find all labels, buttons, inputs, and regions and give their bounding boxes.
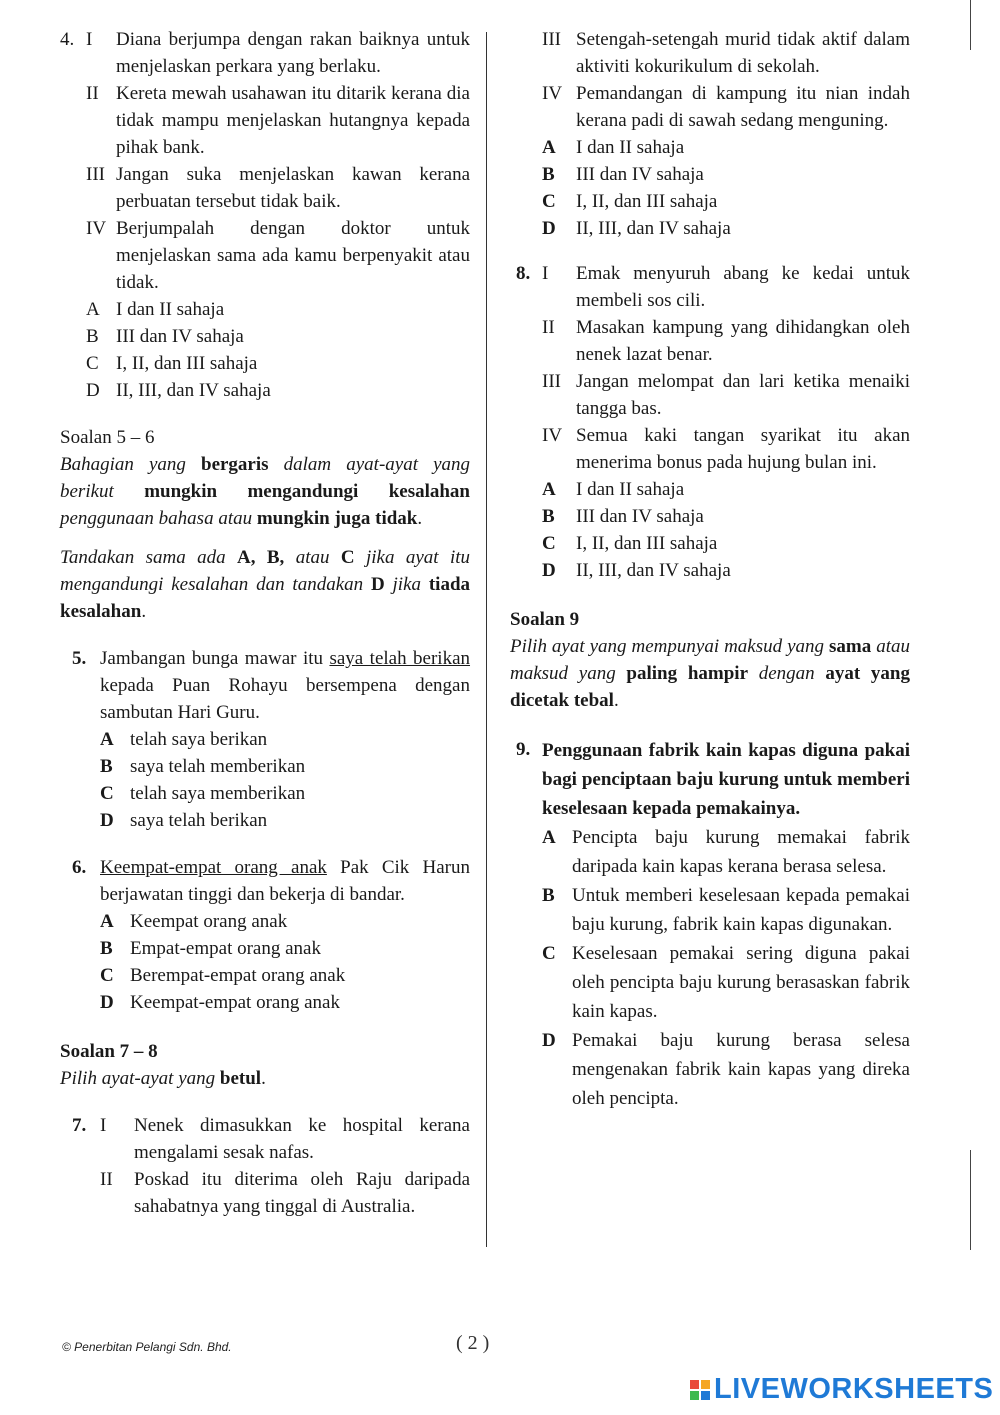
section-instruction: Tandakan sama ada A, B, atau C jika ayat itu mengandungi kesalahan dan tandakan D jika tiada kesalahan. [60, 547, 471, 622]
option-d[interactable]: D Pemakai baju kurung berasa selesa mengenakan fabrik kain kapas yang direka oleh pencipta. [542, 1030, 910, 1109]
option-c[interactable]: C I, II, dan III sahaja [542, 533, 718, 554]
statement: IV Semua kaki tangan syarikat itu akan menerima bonus pada hujung bulan ini. [542, 425, 910, 473]
statement: II Kereta mewah usahawan itu ditarik kerana dia tidak mampu menjelaskan hutangnya kepada pihak bank. [86, 83, 470, 158]
question-4 [60, 26, 470, 404]
page-number: ( 2 ) [456, 1332, 490, 1354]
section-instruction: Pilih ayat-ayat yang betul. [60, 1068, 266, 1089]
option-c[interactable]: C I, II, dan III sahaja [86, 353, 258, 374]
option-b[interactable]: B saya telah memberikan [100, 756, 306, 777]
question-7: 7. I Nenek dimasukkan ke hospital kerana mengalami sesak nafas. II Poskad itu diterima oleh Raju daripada sahabatnya yang tinggal di Australia. [72, 1112, 470, 1220]
brand-text-worksheets: WORKSHEETS [780, 1373, 994, 1405]
option-a[interactable]: A Pencipta baju kurung memakai fabrik daripada kain kapas kerana berasa selesa. [542, 827, 910, 877]
section-instruction: Bahagian yang bergaris dalam ayat-ayat yang berikut mungkin mengandungi kesalahan penggunaan bahasa atau mungkin juga tidak. [60, 454, 470, 529]
question-6: 6. Keempat-empat orang anak Pak Cik Harun berjawatan tinggi dan bekerja di bandar. A Keempat orang anak B Empat-empat orang anak C Berempat-empat orang anak D Keempat-empat orang anak [72, 854, 470, 1016]
option-b[interactable]: B III dan IV sahaja [542, 164, 704, 185]
logo-square [690, 1391, 699, 1400]
brand-text-live: LIVE [714, 1373, 781, 1405]
statement: I Emak menyuruh abang ke kedai untuk membeli sos cili. [542, 263, 910, 311]
section-instruction: Pilih ayat yang mempunyai maksud yang sama atau maksud yang paling hampir dengan ayat yang dicetak tebal. [510, 636, 911, 711]
option-d[interactable]: D II, III, dan IV sahaja [542, 560, 731, 581]
logo-square [701, 1391, 710, 1400]
question-stem: Jambangan bunga mawar itu saya telah berikan kepada Puan Rohayu bersempena dengan sambutan Hari Guru. [100, 648, 471, 723]
column-divider [486, 32, 487, 1247]
option-b[interactable]: B III dan IV sahaja [542, 506, 704, 527]
right-column [510, 26, 910, 1113]
liveworksheets-icon [690, 1380, 710, 1400]
option-a[interactable]: A I dan II sahaja [86, 299, 225, 320]
statement: III Jangan suka menjelaskan kawan kerana perbuatan tersebut tidak baik. [86, 164, 470, 212]
statement: IV Berjumpalah dengan doktor untuk menjelaskan sama ada kamu berpenyakit atau tidak. [86, 218, 470, 293]
option-d[interactable]: D Keempat-empat orang anak [100, 992, 340, 1013]
question-7-continued [542, 26, 910, 242]
question-8: 8. I Emak menyuruh abang ke kedai untuk membeli sos cili. II Masakan kampung yang dihidangkan oleh nenek lazat benar. III Jangan melompat dan lari ketika menaiki tangga bas. IV Semua kaki tangan syarikat itu akan menerima bonus pada hujung bulan ini. A I dan II sahaja B III dan IV sahaja C I, II, dan III sahaja D II, III, dan IV sahaja [516, 260, 910, 584]
option-a[interactable]: A I dan II sahaja [542, 479, 685, 500]
liveworksheets-logo[interactable] [690, 1373, 994, 1405]
option-a[interactable]: A telah saya berikan [100, 729, 268, 750]
option-b[interactable]: B Empat-empat orang anak [100, 938, 321, 959]
statement: II Masakan kampung yang dihidangkan oleh nenek lazat benar. [542, 317, 910, 365]
option-c[interactable]: C Berempat-empat orang anak [100, 965, 346, 986]
left-column [60, 26, 470, 1220]
option-d[interactable]: D saya telah berikan [100, 810, 268, 831]
option-a[interactable]: A I dan II sahaja [542, 137, 685, 158]
question-number: 4. [60, 29, 75, 50]
section-title-5-6: Soalan 5 – 6 [60, 427, 155, 448]
statement: III Jangan melompat dan lari ketika menaiki tangga bas. [542, 371, 910, 419]
edge-line-bottom [970, 1150, 971, 1250]
question-stem: Penggunaan fabrik kain kapas diguna pakai bagi penciptaan baju kurung untuk memberi keselesaan kepada pemakainya. [542, 740, 910, 819]
statement: I Nenek dimasukkan ke hospital kerana mengalami sesak nafas. [100, 1115, 470, 1163]
statement: III Setengah-setengah murid tidak aktif dalam aktiviti kokurikulum di sekolah. [542, 29, 910, 77]
option-a[interactable]: A Keempat orang anak [100, 911, 288, 932]
logo-square [701, 1380, 710, 1389]
statement: I Diana berjumpa dengan rakan baiknya untuk menjelaskan perkara yang berlaku. [86, 29, 470, 77]
question-stem: Keempat-empat orang anak Pak Cik Harun berjawatan tinggi dan bekerja di bandar. [100, 857, 470, 905]
statement: II Poskad itu diterima oleh Raju daripada sahabatnya yang tinggal di Australia. [100, 1169, 470, 1217]
edge-line-top [970, 0, 971, 50]
option-c[interactable]: C I, II, dan III sahaja [542, 191, 718, 212]
logo-square [690, 1380, 699, 1389]
option-d[interactable]: D II, III, dan IV sahaja [542, 218, 731, 239]
section-title-7-8: Soalan 7 – 8 [60, 1041, 158, 1062]
publisher-credit: © Penerbitan Pelangi Sdn. Bhd. [62, 1340, 232, 1354]
section-title-9: Soalan 9 [510, 609, 580, 630]
option-c[interactable]: C Keselesaan pemakai sering diguna pakai oleh pencipta baju kurung berasaskan fabrik kain kapas. [542, 943, 910, 1022]
statement: IV Pemandangan di kampung itu nian indah kerana padi di sawah sedang menguning. [542, 83, 910, 131]
option-b[interactable]: B Untuk memberi keselesaan kepada pemakai baju kurung, fabrik kain kapas digunakan. [542, 885, 910, 935]
option-d[interactable]: D II, III, dan IV sahaja [86, 380, 271, 401]
question-9: 9. Penggunaan fabrik kain kapas diguna pakai bagi penciptaan baju kurung untuk memberi keselesaan kepada pemakainya. A Pencipta baju kurung memakai fabrik daripada kain kapas kerana berasa selesa. B Untuk memberi keselesaan kepada pemakai baju kurung, fabrik kain kapas digunakan. C Keselesaan pemakai sering diguna pakai oleh pencipta baju kurung berasaskan fabrik kain kapas. D Pemakai baju kurung berasa selesa mengenakan fabrik kain kapas yang direka oleh pencipta. [516, 736, 910, 1113]
option-b[interactable]: B III dan IV sahaja [86, 326, 244, 347]
option-c[interactable]: C telah saya memberikan [100, 783, 306, 804]
question-5: 5. Jambangan bunga mawar itu saya telah berikan kepada Puan Rohayu bersempena dengan sambutan Hari Guru. A telah saya berikan B saya telah memberikan C telah saya memberikan D saya telah berikan [72, 645, 470, 834]
